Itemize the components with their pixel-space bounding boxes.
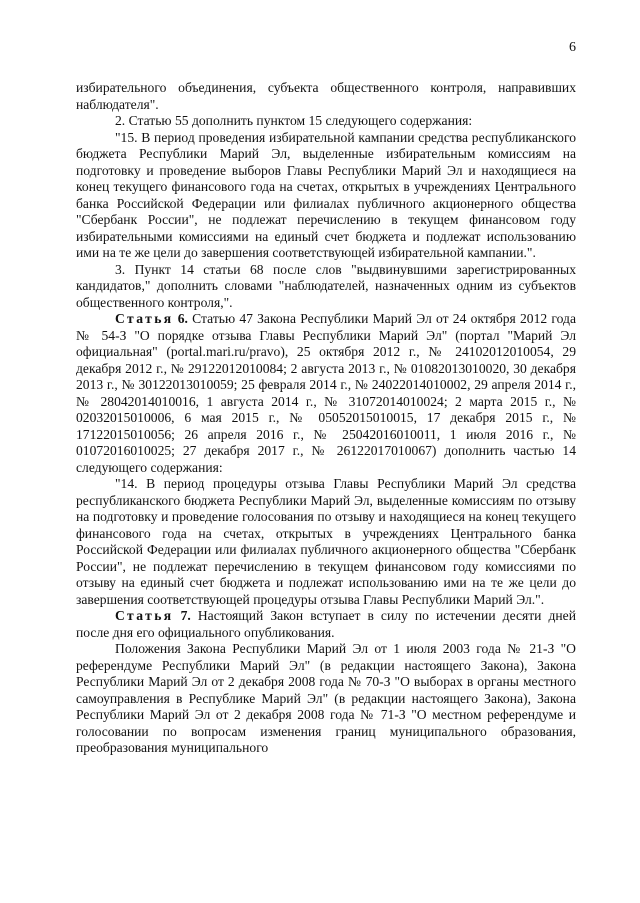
paragraph-provisions xyxy=(76,641,576,757)
article-7 xyxy=(76,608,576,641)
paragraph-continuation xyxy=(76,80,576,113)
article-label: Статья xyxy=(115,311,174,326)
paragraph-text: Статью 47 Закона Республики Марий Эл от 24 октября 2012 года № 54-З "О порядке отзыва Главы Республики Марий Эл" (портал "Марий Эл официальная" (portal.mari.ru/pravo), 25 октября 2012 г., № 24102012010054, 29 декабря 2012 г., № 29122012010084; 2 августа 2013 г., № 01082013010020, 30 декабря 2013 г., № 30122013010059; 25 февраля 2014 г., № 24022014010002, 29 апреля 2014 г., № 28042014010016, 1 августа 2014 г., № 31072014010024; 2 марта 2015 г., № 02032015010006, 6 мая 2015 г., № 05052015010015, 17 декабря 2015 г., № 17122015010056; 26 апреля 2016 г., № 25042016010011, 1 июля 2016 г., № 01072016010025; 27 декабря 2017 г., № 26122017010067) дополнить частью 14 следующего содержания: xyxy=(76,311,576,475)
paragraph-text: Положения Закона Республики Марий Эл от 1 июля 2003 года № 21-З "О референдуме Республики Марий Эл" (в редакции настоящего Закона), Закона Республики Марий Эл от 2 декабря 2008 года № 70-З "О выборах в органы местного самоуправления в Республике Марий Эл" (в редакции настоящего Закона), Закона Республики Марий Эл от 2 декабря 2008 года № 71-З "О местном референдуме и голосовании по вопросам изменения границ муниципального образования, преобразования муниципального xyxy=(76,641,576,755)
paragraph-text: Настоящий Закон вступает в силу по истечении десяти дней после дня его официального опубликования. xyxy=(76,608,576,640)
paragraph-text: "15. В период проведения избирательной кампании средства республиканского бюджета Республики Марий Эл, выделенные избирательным комиссиям на подготовку и проведение выборов Главы Республики Марий Эл и находящиеся на конец текущего финансового года на счетах, открытых в учреждениях Центрального банка Российской Федерации или филиалах публичного акционерного общества "Сбербанк России", не подлежат перечислению в текущем финансовом году избирательными комиссиями на единый счет бюджета и подлежат использованию ими на те же цели до завершения соответствующей избирательной кампании.". xyxy=(76,129,576,260)
paragraph-text: 2. Статью 55 дополнить пунктом 15 следующего содержания: xyxy=(115,113,473,128)
article-number: 7. xyxy=(180,608,191,623)
article-number: 6. xyxy=(177,311,188,326)
page-number: 6 xyxy=(569,40,576,55)
paragraph-part-14 xyxy=(76,476,576,608)
paragraph-item-3 xyxy=(76,262,576,312)
paragraph-text: "14. В период процедуры отзыва Главы Республики Марий Эл средства республиканского бюджета Республики Марий Эл, выделенные комиссиям по отзыву на подготовку и проведение голосования по отзыву и находящиеся на конец текущего финансового года на счетах, открытых в учреждениях Центрального банка Российской Федерации или филиалах публичного акционерного общества "Сбербанк России", не подлежат перечислению в текущем финансовом году комиссиями по отзыву на единый счет бюджета и подлежат использованию ими на те же цели до завершения соответствующей процедуры отзыва Главы Республики Марий Эл.". xyxy=(76,476,576,607)
paragraph-text: избирательного объединения, субъекта общественного контроля, направивших наблюдателя". xyxy=(76,80,576,112)
paragraph-item-2 xyxy=(76,113,576,130)
paragraph-text: 3. Пункт 14 статьи 68 после слов "выдвинувшими зарегистрированных кандидатов," дополнить словами "наблюдателей, назначенных одним из субъектов общественного контроля,". xyxy=(76,261,576,310)
paragraph-point-15 xyxy=(76,130,576,262)
document-body xyxy=(76,80,576,757)
article-label: Статья xyxy=(115,608,174,623)
article-6 xyxy=(76,311,576,476)
